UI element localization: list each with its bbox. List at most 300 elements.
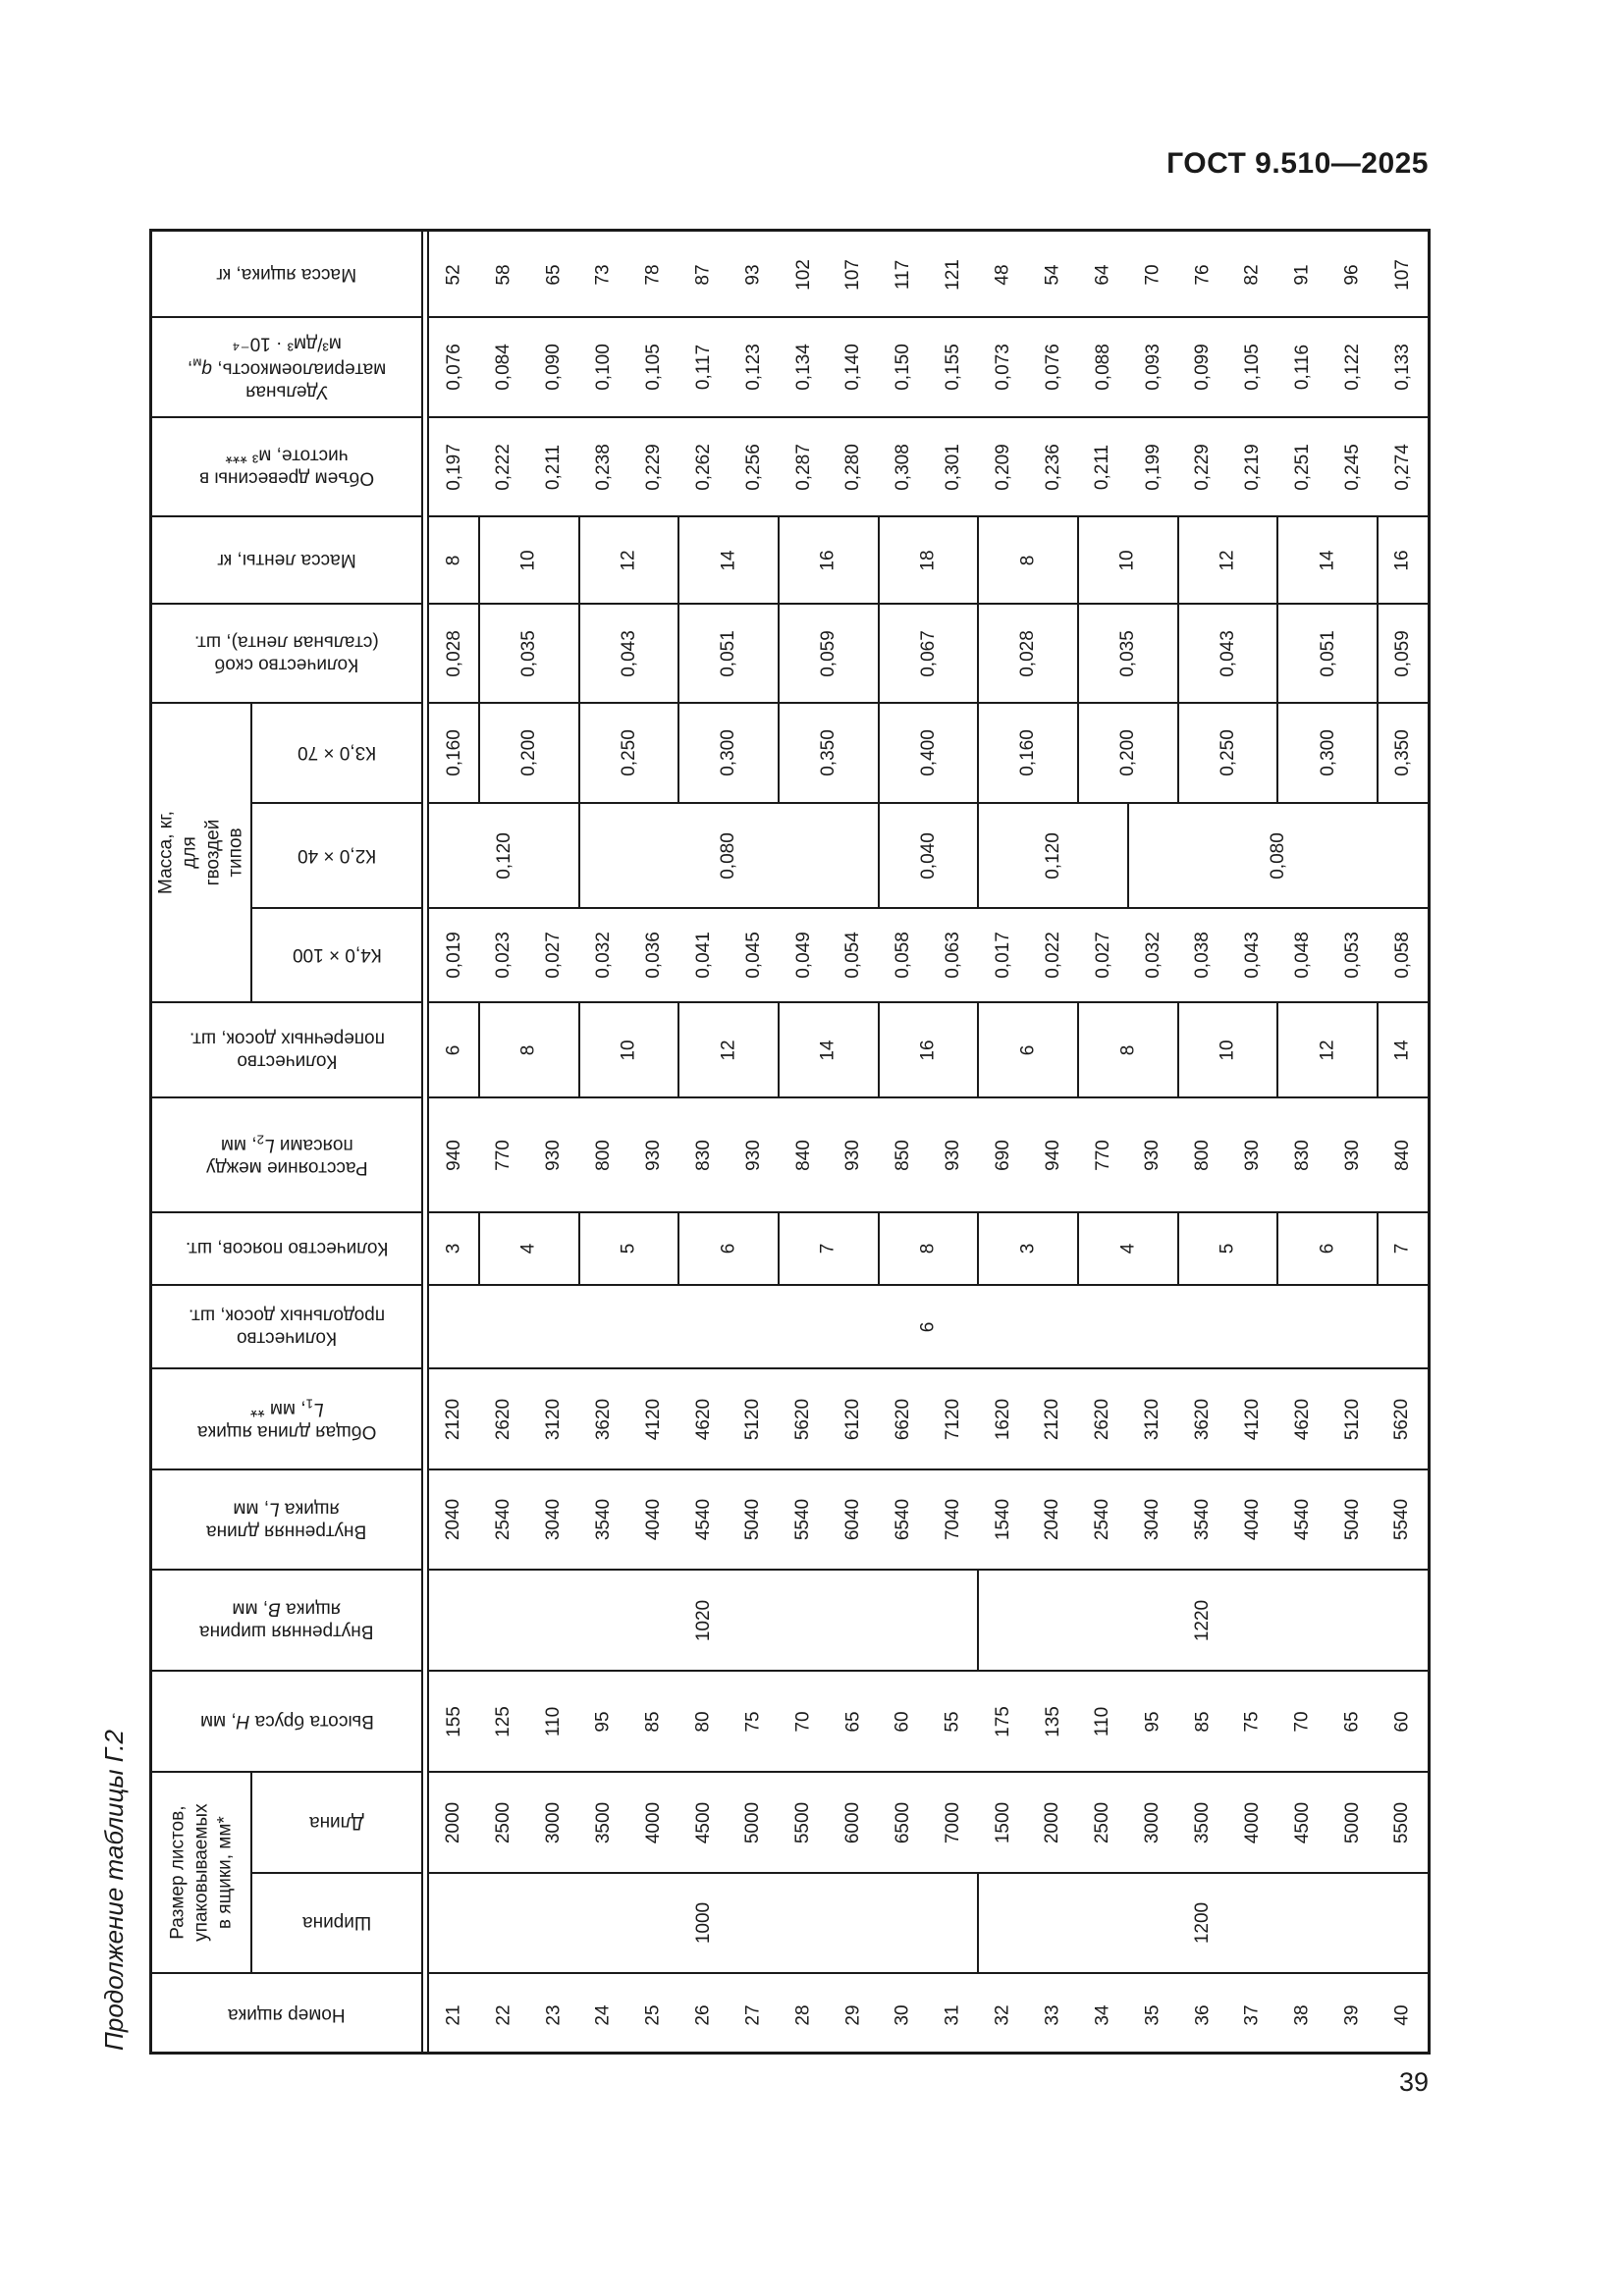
- value-cell: [879, 1772, 929, 1873]
- value-cell: [579, 1368, 629, 1469]
- value-beam-height: 70: [792, 1710, 814, 1733]
- value-cell: [1228, 1671, 1278, 1772]
- value-specific-material-consumption: 0,099: [1192, 344, 1214, 391]
- value-cross-boards-count: 12: [1317, 1039, 1338, 1061]
- value-box-mass: 96: [1341, 263, 1363, 286]
- group-label-nails-mass: Масса, кг, для гвоздей типов: [155, 811, 246, 894]
- value-clean-wood-volume: 0,211: [543, 444, 565, 490]
- value-cell: [978, 1212, 1078, 1285]
- value-clean-wood-volume: 0,211: [1092, 444, 1113, 490]
- value-cell: [729, 1973, 779, 2057]
- table-row-inner-length: [149, 1469, 1431, 1570]
- table-row-nails-k30x70: [149, 703, 1431, 803]
- value-box-number: 27: [742, 2004, 764, 2026]
- value-sheet-length: 3000: [543, 1801, 565, 1843]
- value-cell: [1078, 1469, 1128, 1570]
- field-label-sheet-width: Ширина: [301, 1912, 372, 1934]
- field-label-inner-width: Внутренняя ширина ящика B, мм: [199, 1598, 374, 1642]
- value-cell: [1078, 1772, 1128, 1873]
- value-cell: [1178, 417, 1228, 516]
- value-beam-height: 135: [1042, 1705, 1063, 1737]
- value-beam-height: 175: [992, 1705, 1013, 1737]
- value-belts-count: 6: [718, 1243, 739, 1255]
- field-label-nails-k20x40: К2,0 × 40: [297, 845, 377, 867]
- value-cell: [678, 1469, 729, 1570]
- value-beam-height: 95: [1142, 1710, 1164, 1733]
- value-cell: [479, 703, 579, 803]
- value-tape-mass: 14: [718, 549, 739, 571]
- value-cell: [1327, 1097, 1378, 1212]
- value-cell: [479, 1469, 529, 1570]
- value-staples-count: 0,035: [517, 629, 539, 677]
- value-belts-count: 7: [817, 1243, 839, 1255]
- value-cell: [479, 516, 579, 604]
- field-label-cell: [152, 516, 421, 604]
- value-nails-k40x100: 0,041: [692, 932, 714, 979]
- table-caption: [86, 1726, 141, 2055]
- value-cell: [1178, 1469, 1228, 1570]
- value-cell: [779, 703, 879, 803]
- band-separator-line: [429, 1468, 1428, 1470]
- value-overall-length: 5120: [1341, 1398, 1363, 1440]
- value-cell: [1078, 908, 1128, 1002]
- value-cell: [829, 417, 879, 516]
- value-cell: [1078, 516, 1178, 604]
- value-cell: [1078, 604, 1178, 703]
- cell-divider-line: [878, 1212, 880, 1285]
- value-cell: [1028, 1973, 1078, 2057]
- value-nails-k40x100: 0,032: [592, 932, 614, 979]
- value-box-number: 37: [1242, 2004, 1264, 2026]
- band-separator-line: [429, 316, 1428, 318]
- value-nails-k30x70: 0,160: [443, 729, 464, 776]
- value-cell: [929, 232, 979, 317]
- band-separator-line: [429, 1670, 1428, 1672]
- value-inner-length: 4540: [692, 1498, 714, 1541]
- value-nails-k40x100: 0,053: [1341, 932, 1363, 979]
- field-label-nails-k40x100: К4,0 × 100: [292, 944, 382, 966]
- band-separator-line: [152, 1569, 421, 1571]
- value-cell: [579, 803, 879, 908]
- value-cell: [529, 1973, 579, 2057]
- band-separator-line: [152, 416, 421, 418]
- band-separator-line: [152, 1284, 421, 1286]
- field-label-cell: [152, 1097, 421, 1212]
- value-cell: [978, 803, 1128, 908]
- value-cross-boards-count: 6: [1017, 1044, 1039, 1055]
- value-nails-k30x70: 0,200: [517, 729, 539, 776]
- value-cell: [678, 1772, 729, 1873]
- value-beam-height: 70: [1291, 1710, 1313, 1733]
- field-label-beam-height: Высота бруса H, мм: [199, 1711, 374, 1733]
- value-box-mass: 117: [893, 259, 914, 290]
- cell-divider-line: [578, 1212, 580, 1285]
- value-nails-k20x40: 0,040: [917, 831, 939, 880]
- value-cell: [1078, 317, 1128, 417]
- value-nails-k20x40: 0,080: [1267, 831, 1288, 880]
- cell-divider-line: [1276, 516, 1278, 604]
- cell-divider-line: [677, 1212, 679, 1285]
- value-cell: [1228, 1368, 1278, 1469]
- cell-divider-line: [778, 1002, 780, 1097]
- value-box-mass: 82: [1242, 263, 1264, 286]
- value-cross-boards-count: 6: [443, 1044, 464, 1055]
- cell-divider-line: [878, 803, 880, 908]
- value-cell: [429, 1285, 1428, 1368]
- value-cell: [579, 1002, 679, 1097]
- value-cell: [529, 1469, 579, 1570]
- value-specific-material-consumption: 0,150: [893, 344, 914, 391]
- value-inner-width: 1220: [1192, 1599, 1214, 1641]
- value-cell: [678, 516, 779, 604]
- value-box-mass: 52: [443, 263, 464, 286]
- value-tape-mass: 10: [517, 549, 539, 571]
- value-tape-mass: 8: [1017, 555, 1039, 565]
- value-belts-distance: 770: [1092, 1139, 1113, 1171]
- value-cross-boards-count: 14: [1391, 1039, 1413, 1061]
- value-cell: [1178, 317, 1228, 417]
- value-cell: [978, 516, 1078, 604]
- value-nails-k40x100: 0,036: [642, 932, 664, 979]
- value-cell: [978, 703, 1078, 803]
- value-cell: [579, 604, 679, 703]
- value-cell: [678, 1097, 729, 1212]
- field-label-cell: [152, 317, 421, 417]
- value-cell: [879, 1671, 929, 1772]
- value-clean-wood-volume: 0,262: [692, 443, 714, 491]
- table-row-specific-material-consumption: [149, 317, 1431, 417]
- value-cell: [729, 908, 779, 1002]
- gost-table: [149, 229, 1431, 2055]
- value-box-number: 29: [842, 2004, 864, 2026]
- cell-divider-line: [1276, 703, 1278, 803]
- value-specific-material-consumption: 0,123: [742, 344, 764, 391]
- value-nails-k30x70: 0,350: [1391, 729, 1413, 776]
- value-cell: [779, 1212, 879, 1285]
- value-cell: [1327, 1368, 1378, 1469]
- value-cell: [879, 1097, 929, 1212]
- value-cell: [628, 232, 678, 317]
- cell-divider-line: [778, 1212, 780, 1285]
- value-tape-mass: 16: [817, 549, 839, 571]
- value-clean-wood-volume: 0,287: [792, 443, 814, 491]
- value-cell: [1078, 1671, 1128, 1772]
- value-inner-length: 5540: [792, 1498, 814, 1541]
- value-beam-height: 85: [1192, 1710, 1214, 1733]
- value-tape-mass: 8: [443, 555, 464, 565]
- value-sheet-length: 5000: [742, 1801, 764, 1843]
- value-overall-length: 4620: [692, 1398, 714, 1440]
- value-cell: [529, 417, 579, 516]
- cell-divider-line: [878, 604, 880, 703]
- band-separator-line: [429, 1096, 1428, 1098]
- value-cell: [1078, 1368, 1128, 1469]
- group-label-sheet-size: Размер листов, упаковываемых в ящики, мм*: [167, 1803, 235, 1942]
- value-overall-length: 3120: [543, 1398, 565, 1440]
- value-cell: [579, 1973, 629, 2057]
- value-cell: [978, 1873, 1428, 1973]
- field-label-belts-distance: Расстояние между поясами $L_2$, мм: [205, 1132, 368, 1179]
- value-beam-height: 85: [642, 1710, 664, 1733]
- value-cell: [1028, 1368, 1078, 1469]
- cell-divider-line: [1077, 1002, 1079, 1097]
- value-cell: [829, 908, 879, 1002]
- value-cell: [829, 1368, 879, 1469]
- value-cell: [1228, 1097, 1278, 1212]
- field-label-cell: [152, 417, 421, 516]
- value-box-mass: 87: [692, 263, 714, 286]
- value-inner-length: 4040: [1242, 1498, 1264, 1541]
- value-cell: [1228, 1973, 1278, 2057]
- value-cell: [1277, 317, 1327, 417]
- value-beam-height: 65: [842, 1710, 864, 1733]
- field-label-sheet-length: Длина: [309, 1812, 364, 1834]
- value-cross-boards-count: 16: [917, 1039, 939, 1061]
- value-cell: [929, 1469, 979, 1570]
- cell-divider-line: [1077, 703, 1079, 803]
- field-label-cell: [152, 1671, 421, 1772]
- value-cell: [579, 417, 629, 516]
- value-tape-mass: 10: [1116, 549, 1138, 571]
- value-clean-wood-volume: 0,301: [942, 443, 963, 491]
- value-cell: [1178, 1973, 1228, 2057]
- value-cell: [429, 703, 479, 803]
- value-clean-wood-volume: 0,274: [1391, 443, 1413, 491]
- value-overall-length: 4120: [642, 1398, 664, 1440]
- value-cell: [1378, 908, 1428, 1002]
- value-box-mass: 48: [992, 263, 1013, 286]
- band-separator-line: [152, 515, 421, 517]
- value-cell: [929, 417, 979, 516]
- value-nails-k40x100: 0,017: [992, 932, 1013, 979]
- value-cell: [429, 1097, 479, 1212]
- cell-divider-line: [778, 604, 780, 703]
- value-cell: [1178, 908, 1228, 1002]
- value-box-number: 32: [992, 2004, 1013, 2026]
- value-cell: [1277, 1368, 1327, 1469]
- value-cell: [879, 516, 979, 604]
- value-cell: [678, 908, 729, 1002]
- cell-divider-line: [1377, 1212, 1379, 1285]
- value-cell: [628, 1368, 678, 1469]
- value-cell: [529, 1671, 579, 1772]
- value-cell: [1327, 908, 1378, 1002]
- group-label-cell: [152, 1772, 250, 1973]
- value-cell: [1378, 417, 1428, 516]
- value-cell: [879, 417, 929, 516]
- value-overall-length: 4620: [1291, 1398, 1313, 1440]
- value-belts-count: 3: [1017, 1243, 1039, 1255]
- value-cell: [779, 232, 829, 317]
- value-inner-length: 2040: [443, 1498, 464, 1541]
- field-label-cell: [152, 1469, 421, 1570]
- value-cell: [1277, 417, 1327, 516]
- value-cell: [628, 1772, 678, 1873]
- value-cell: [1277, 1973, 1327, 2057]
- value-sheet-width: 1200: [1192, 1901, 1214, 1945]
- cell-divider-line: [1377, 604, 1379, 703]
- value-cell: [429, 232, 479, 317]
- field-label-cell: [152, 1973, 421, 2057]
- cell-divider-line: [677, 703, 679, 803]
- band-separator-line: [152, 1670, 421, 1672]
- field-label-cell: [152, 1212, 421, 1285]
- group-divider-line: [250, 1772, 252, 1973]
- value-cell: [1327, 1973, 1378, 2057]
- field-label-staples-count: Количество скоб (стальная лента), шт.: [194, 631, 379, 675]
- value-specific-material-consumption: 0,084: [493, 344, 514, 391]
- value-overall-length: 6620: [893, 1398, 914, 1440]
- value-clean-wood-volume: 0,222: [493, 443, 514, 491]
- field-label-cell: [152, 232, 421, 317]
- value-tape-mass: 12: [1217, 549, 1238, 571]
- value-cell: [429, 516, 479, 604]
- value-inner-length: 3040: [1142, 1498, 1164, 1541]
- value-belts-distance: 930: [1341, 1139, 1363, 1171]
- value-cell: [628, 1973, 678, 2057]
- value-nails-k30x70: 0,400: [917, 729, 939, 776]
- value-cell: [479, 604, 579, 703]
- cell-divider-line: [1377, 516, 1379, 604]
- value-belts-distance: 800: [592, 1139, 614, 1171]
- field-label-cell: [152, 1285, 421, 1368]
- value-overall-length: 1620: [992, 1398, 1013, 1440]
- value-cell: [1128, 1469, 1178, 1570]
- cell-divider-line: [1077, 516, 1079, 604]
- value-cell: [729, 1097, 779, 1212]
- value-cross-boards-count: 14: [817, 1039, 839, 1061]
- value-box-mass: 93: [742, 263, 764, 286]
- value-cell: [978, 417, 1028, 516]
- table-row-belts-distance: [149, 1097, 1431, 1212]
- value-cell: [678, 703, 779, 803]
- value-specific-material-consumption: 0,090: [543, 344, 565, 391]
- value-beam-height: 95: [592, 1710, 614, 1733]
- field-label-box-mass: Масса ящика, кг: [216, 264, 357, 286]
- value-beam-height: 60: [1391, 1710, 1413, 1733]
- value-staples-count: 0,067: [917, 629, 939, 677]
- table-row-overall-length: [149, 1368, 1431, 1469]
- value-box-number: 23: [543, 2004, 565, 2026]
- value-cell: [628, 908, 678, 1002]
- value-clean-wood-volume: 0,308: [893, 443, 914, 491]
- table-row-beam-height: [149, 1671, 1431, 1772]
- value-sheet-length: 4500: [1291, 1801, 1313, 1843]
- value-cell: [1178, 1097, 1228, 1212]
- band-separator-line: [252, 802, 421, 804]
- value-sheet-length: 4500: [692, 1801, 714, 1843]
- value-sheet-length: 3500: [592, 1801, 614, 1843]
- value-overall-length: 5120: [742, 1398, 764, 1440]
- value-cell: [1178, 516, 1278, 604]
- value-clean-wood-volume: 0,229: [1192, 443, 1214, 491]
- value-cell: [479, 1097, 529, 1212]
- value-sheet-length: 5000: [1341, 1801, 1363, 1843]
- band-separator-line: [429, 702, 1428, 704]
- value-tape-mass: 12: [618, 549, 639, 571]
- value-sheet-length: 7000: [942, 1801, 963, 1843]
- value-box-mass: 107: [1391, 258, 1413, 291]
- value-cell: [479, 1772, 529, 1873]
- value-overall-length: 2620: [1092, 1398, 1113, 1440]
- value-cell: [1078, 417, 1128, 516]
- value-cell: [1378, 1671, 1428, 1772]
- value-box-number: 36: [1192, 2004, 1214, 2026]
- value-overall-length: 4120: [1242, 1398, 1264, 1440]
- value-cell: [879, 232, 929, 317]
- value-specific-material-consumption: 0,105: [1242, 344, 1264, 391]
- value-cell: [1378, 1002, 1428, 1097]
- value-cell: [829, 1973, 879, 2057]
- value-box-mass: 54: [1042, 263, 1063, 286]
- value-cell: [1128, 417, 1178, 516]
- value-cell: [429, 1973, 479, 2057]
- value-cell: [1128, 317, 1178, 417]
- value-cell: [978, 908, 1028, 1002]
- value-cell: [729, 232, 779, 317]
- value-cell: [829, 232, 879, 317]
- value-cell: [429, 1469, 479, 1570]
- value-cell: [1277, 1097, 1327, 1212]
- band-separator-line: [252, 1872, 421, 1874]
- value-belts-count: 6: [1317, 1243, 1338, 1255]
- value-belts-distance: 830: [1291, 1139, 1313, 1171]
- value-nails-k30x70: 0,300: [718, 729, 739, 776]
- value-box-number: 26: [692, 2004, 714, 2026]
- value-cell: [579, 1469, 629, 1570]
- value-cell: [1128, 1772, 1178, 1873]
- value-cell: [929, 1368, 979, 1469]
- value-cell: [729, 1469, 779, 1570]
- cell-divider-line: [1077, 1212, 1079, 1285]
- field-label-cell: [152, 1002, 421, 1097]
- value-cell: [1378, 703, 1428, 803]
- value-cell: [1028, 417, 1078, 516]
- band-separator-line: [429, 1001, 1428, 1003]
- field-label-tape-mass: Масса ленты, кг: [217, 550, 356, 571]
- value-cell: [978, 317, 1028, 417]
- value-box-mass: 73: [592, 263, 614, 286]
- value-specific-material-consumption: 0,088: [1092, 344, 1113, 391]
- cell-divider-line: [478, 1212, 480, 1285]
- cell-divider-line: [578, 803, 580, 908]
- value-belts-distance: 690: [992, 1139, 1013, 1171]
- value-cell: [479, 1368, 529, 1469]
- value-box-mass: 58: [493, 263, 514, 286]
- value-cell: [1378, 1097, 1428, 1212]
- cell-divider-line: [1177, 703, 1179, 803]
- value-beam-height: 110: [1092, 1706, 1113, 1736]
- value-box-number: 22: [493, 2004, 514, 2026]
- value-cell: [429, 1570, 978, 1671]
- table-row-box-mass: [149, 232, 1431, 317]
- field-label-belts-count: Количество поясов, шт.: [185, 1238, 389, 1259]
- value-cell: [579, 703, 679, 803]
- value-nails-k20x40: 0,080: [718, 831, 739, 880]
- field-label-nails-k30x70: К3,0 × 70: [297, 742, 377, 764]
- value-cell: [1277, 516, 1378, 604]
- value-cross-boards-count: 8: [1116, 1044, 1138, 1055]
- value-specific-material-consumption: 0,116: [1291, 344, 1313, 391]
- value-cell: [628, 1097, 678, 1212]
- cell-divider-line: [478, 604, 480, 703]
- value-nails-k20x40: 0,120: [1042, 831, 1063, 880]
- value-cell: [678, 317, 729, 417]
- value-belts-distance: 800: [1192, 1139, 1214, 1171]
- value-staples-count: 0,059: [1391, 629, 1413, 677]
- value-cell: [779, 417, 829, 516]
- value-cell: [479, 1671, 529, 1772]
